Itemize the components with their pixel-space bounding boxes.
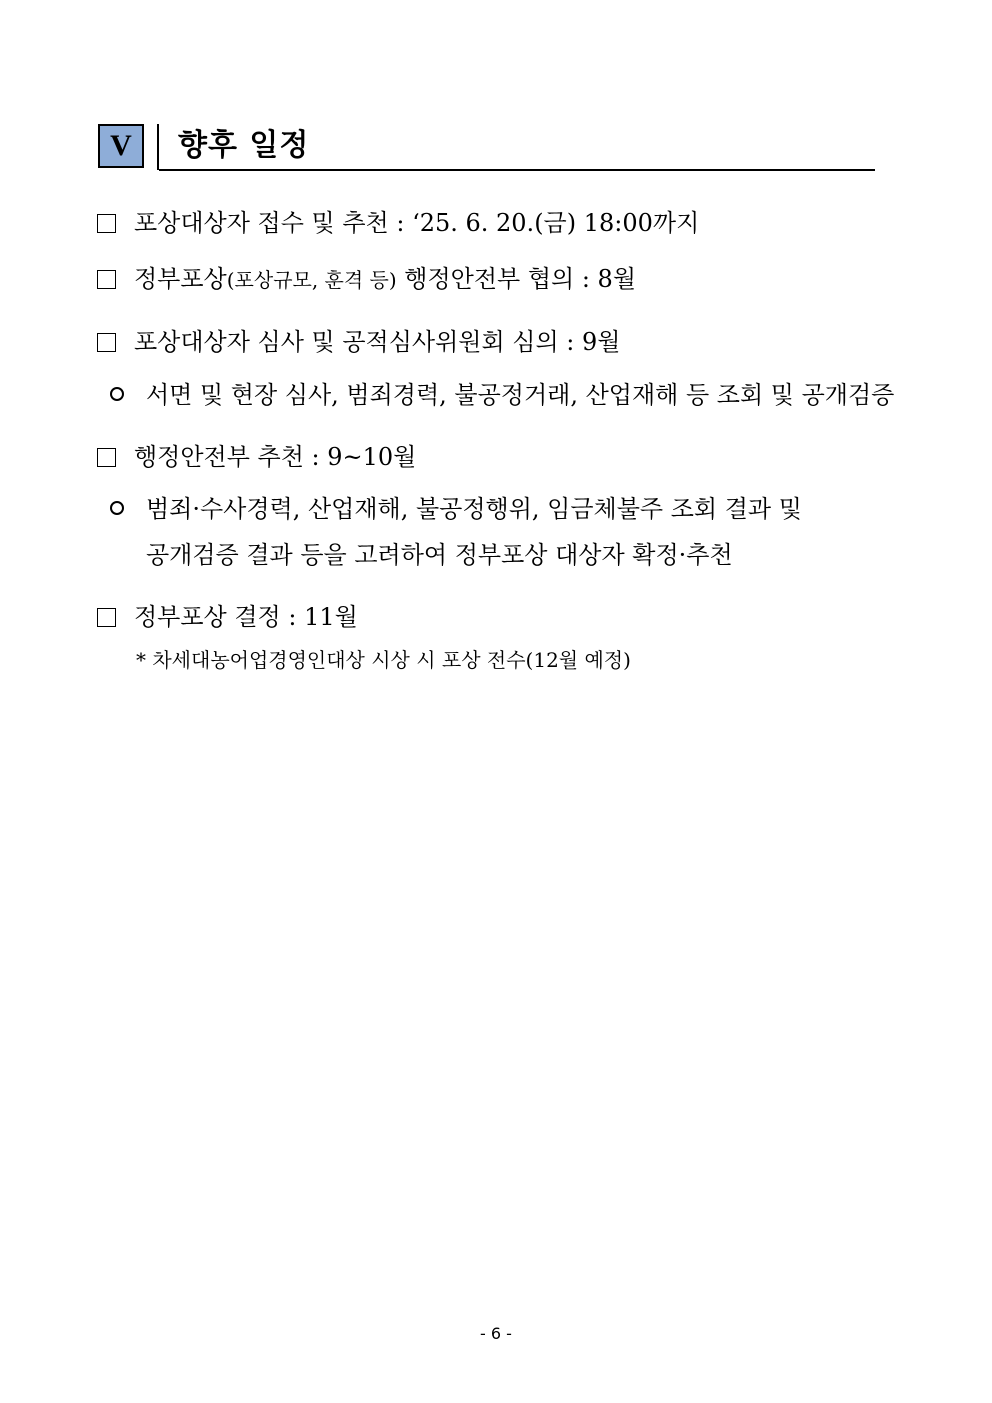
page-number: - 6 - <box>480 1324 512 1343</box>
item-text: 행정안전부 추천 : 9~10월 <box>134 443 417 471</box>
checkbox-icon <box>97 214 116 233</box>
sub-item-4 <box>110 495 802 523</box>
schedule-item-4 <box>97 443 416 471</box>
sub-item-4-continuation: 공개검증 결과 등을 고려하여 정부포상 대상자 확정·추천 <box>146 541 733 569</box>
checkbox-icon <box>97 448 116 467</box>
item-text: 포상대상자 접수 및 추천 : ‘25. 6. 20.(금) 18:00까지 <box>134 209 700 237</box>
schedule-item-3 <box>97 328 620 356</box>
item-text: 정부포상 <box>134 265 227 293</box>
schedule-item-1 <box>97 209 699 237</box>
section-header <box>98 124 875 172</box>
section-number-box: V <box>98 124 144 168</box>
item-text-continued: 행정안전부 협의 : 8월 <box>396 265 637 293</box>
sub-item-text: 서면 및 현장 심사, 범죄경력, 불공정거래, 산업재해 등 조회 및 공개검증 <box>146 381 895 409</box>
item-text: 정부포상 결정 : 11월 <box>134 603 358 631</box>
item-text-parenthetical: (포상규모, 훈격 등) <box>226 268 397 292</box>
checkbox-icon <box>97 608 116 627</box>
sub-item-text: 범죄·수사경력, 산업재해, 불공정행위, 임금체불주 조회 결과 및 <box>146 495 802 523</box>
schedule-item-5 <box>97 603 358 631</box>
schedule-item-2 <box>97 265 636 294</box>
item-text: 포상대상자 심사 및 공적심사위원회 심의 : 9월 <box>134 328 621 356</box>
sub-item-3 <box>110 381 894 409</box>
section-title: 향후 일정 <box>178 128 310 163</box>
header-divider <box>157 124 159 170</box>
footnote: * 차세대농어업경영인대상 시상 시 포상 전수(12월 예정) <box>136 648 631 672</box>
checkbox-icon <box>97 270 116 289</box>
checkbox-icon <box>97 333 116 352</box>
header-underline <box>159 169 875 171</box>
circle-bullet-icon <box>110 387 124 401</box>
circle-bullet-icon <box>110 501 124 515</box>
